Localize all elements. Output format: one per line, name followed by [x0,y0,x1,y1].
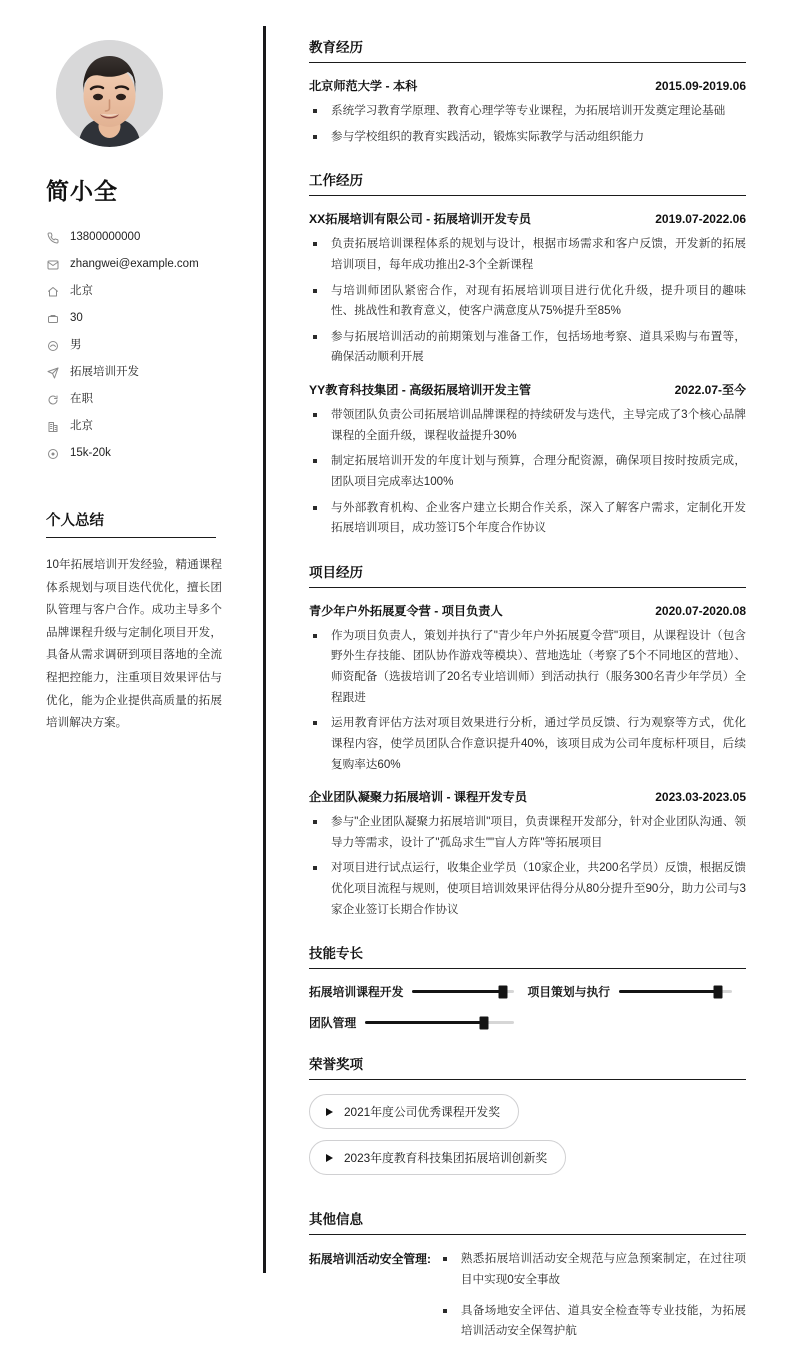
bullet-item: 作为项目负责人，策划并执行了"青少年户外拓展夏令营"项目，从课程设计（包含野外生存技能、团队协作游戏等模块）、营地选址（考察了5个不同地区的营地）、师资配备（选拔培训了20名专业培训师）到活动执行（服务300名青少年学员）全程跟进 [309,626,746,709]
contact-item-email [46,251,236,278]
award-row [309,1094,746,1140]
entry-header [309,381,746,398]
bullet-item: 具备场地安全评估、道具安全检查等专业技能，为拓展培训活动安全保驾护航 [439,1301,746,1342]
envelope-icon [46,258,59,271]
section-other-info [309,1208,746,1352]
bullet-item: 参与拓展培训活动的前期策划与准备工作，包括场地考察、道具采购与布置等，确保活动顺利开展 [309,327,746,368]
entry-date: 2020.07-2020.08 [655,603,746,618]
skill-knob[interactable] [714,985,723,998]
bullet-item: 熟悉拓展培训活动安全规范与应急预案制定，在过往项目中实现0安全事故 [439,1249,746,1290]
project-entry [309,602,746,775]
skill-row [528,983,747,1000]
bullet-item: 与培训师团队紧密合作，对现有拓展培训项目进行优化升级，提升项目的趣味性、挑战性和教育意义，使客户满意度从75%提升至85% [309,281,746,322]
building-icon [46,420,59,433]
contact-value-location: 北京 [70,419,93,432]
awards-heading: 荣誉奖项 [309,1053,746,1080]
entry-date: 2015.09-2019.06 [655,79,746,93]
contact-item-salary [46,440,236,467]
award-item[interactable] [309,1094,519,1129]
bullet-item: 制定拓展培训开发的年度计划与预算，合理分配资源，确保项目按时按质完成，团队项目完成率达100% [309,451,746,492]
award-item[interactable] [309,1140,566,1175]
contact-item-hometown [46,278,236,305]
bullet-item: 运用教育评估方法对项目效果进行分析，通过学员反馈、行为观察等方式，优化课程内容，使学员团队合作意识提升40%，该项目成为公司年度标杆项目，后续复购率达60% [309,713,746,775]
summary-section [46,509,236,735]
section-projects [309,561,746,921]
phone-icon [46,231,59,244]
bullet-list [439,1249,746,1352]
contact-value-hometown: 北京 [70,284,93,297]
main-content [264,0,794,1338]
entry-title: 青少年户外拓展夏令营 - 项目负责人 [309,603,503,618]
work-entry [309,210,746,368]
other-group-label: 拓展培训活动安全管理: [309,1252,431,1267]
entry-header [309,602,746,619]
id-card-icon [46,312,59,325]
refresh-icon [46,393,59,406]
skill-row [309,983,528,1000]
contact-value-email: zhangwei@example.com [70,257,199,270]
contact-value-phone: 13800000000 [70,230,141,243]
entry-header [309,210,746,227]
contact-item-location [46,413,236,440]
skills-grid [309,983,746,1031]
entry-date: 2023.03-2023.05 [655,790,746,805]
contact-value-age: 30 [70,311,83,324]
bullet-item: 与外部教育机构、企业客户建立长期合作关系，深入了解客户需求，定制化开发拓展培训项目，成功签订5个年度合作协议 [309,498,746,539]
bullet-item: 对项目进行试点运行，收集企业学员（10家企业，共200名学员）反馈，根据反馈优化项目流程与规则，使项目培训效果评估得分从80分提升至90分，助力公司与3家企业签订长期合作协议 [309,858,746,920]
entry-header [309,788,746,805]
bullet-item: 带领团队负责公司拓展培训品牌课程的持续研发与迭代，主导完成了3个核心品牌课程的全面升级，课程收益提升30% [309,405,746,446]
summary-text: 10年拓展培训开发经验，精通课程体系规划与项目迭代优化，擅长团队管理与客户合作。成功主导多个品牌课程升级与定制化项目开发，具备从需求调研到项目落地的全流程把控能力，注重项目效果评估与优化，能为企业提供高质量的拓展培训解决方案。 [46,558,222,730]
skill-label: 项目策划与执行 [527,985,611,1000]
award-label: 2023年度教育科技集团拓展培训创新奖 [344,1151,548,1166]
page-title: 简小全 [46,178,118,204]
home-icon [46,285,59,298]
bullet-list [309,234,746,368]
entry-title: 企业团队凝聚力拓展培训 - 课程开发专员 [309,790,528,805]
skill-label: 团队管理 [309,1016,357,1031]
bullet-list [309,101,746,147]
entry-title: XX拓展培训有限公司 - 拓展培训开发专员 [309,212,532,227]
contact-value-salary: 15k-20k [70,446,111,459]
entry-title: 北京师范大学 - 本科 [309,79,418,93]
award-label: 2021年度公司优秀课程开发奖 [344,1105,501,1120]
contact-value-status: 在职 [70,392,93,405]
bullet-list [309,812,746,920]
skill-slider[interactable] [365,1021,513,1024]
section-education [309,36,746,147]
play-icon [326,1108,333,1116]
paper-plane-icon [46,366,59,379]
contact-item-phone [46,224,236,251]
gender-icon [46,339,59,352]
bullet-item: 参与"企业团队凝聚力拓展培训"项目，负责课程开发部分，针对企业团队沟通、领导力等需求，设计了"孤岛求生""盲人方阵"等拓展项目 [309,812,746,853]
bullet-list [309,626,746,775]
entry-date: 2022.07-至今 [674,383,746,397]
contact-item-age [46,305,236,332]
entry-date: 2019.07-2022.06 [655,212,746,227]
contact-item-status [46,386,236,413]
bullet-item: 参与学校组织的教育实践活动，锻炼实际教学与活动组织能力 [309,127,746,148]
skill-fill [412,990,503,993]
avatar [56,40,163,147]
skill-slider[interactable] [619,990,732,993]
contact-list [46,224,236,467]
contact-item-position [46,359,236,386]
sidebar [0,0,264,1308]
entry-header [309,77,746,94]
skill-row [309,1014,528,1031]
play-icon [326,1154,333,1162]
skill-slider[interactable] [412,990,513,993]
section-awards [309,1053,746,1186]
education-entry [309,77,746,147]
contact-value-gender: 男 [70,338,82,351]
section-skills [309,942,746,1031]
section-work [309,169,746,539]
skill-label: 拓展培训课程开发 [309,985,404,1000]
entry-title: YY教育科技集团 - 高级拓展培训开发主管 [309,383,532,397]
projects-heading: 项目经历 [309,561,746,588]
skill-fill [619,990,718,993]
skill-knob[interactable] [499,985,508,998]
bullet-item: 系统学习教育学原理、教育心理学等专业课程，为拓展培训开发奠定理论基础 [309,101,746,122]
award-row [309,1140,746,1186]
target-icon [46,447,59,460]
bullet-item: 负责拓展培训课程体系的规划与设计，根据市场需求和客户反馈，开发新的拓展培训项目，每年成功推出2-3个全新课程 [309,234,746,275]
bullet-list [309,405,746,539]
work-entry [309,381,746,539]
contact-item-gender [46,332,236,359]
other-group [309,1249,746,1352]
project-entry [309,788,746,920]
contact-value-position: 拓展培训开发 [70,365,139,378]
skill-knob[interactable] [479,1016,488,1029]
summary-heading: 个人总结 [46,509,216,538]
skill-fill [365,1021,484,1024]
work-heading: 工作经历 [309,169,746,196]
other-heading: 其他信息 [309,1208,746,1235]
education-heading: 教育经历 [309,36,746,63]
skills-heading: 技能专长 [309,942,746,969]
column-divider [263,26,266,1273]
